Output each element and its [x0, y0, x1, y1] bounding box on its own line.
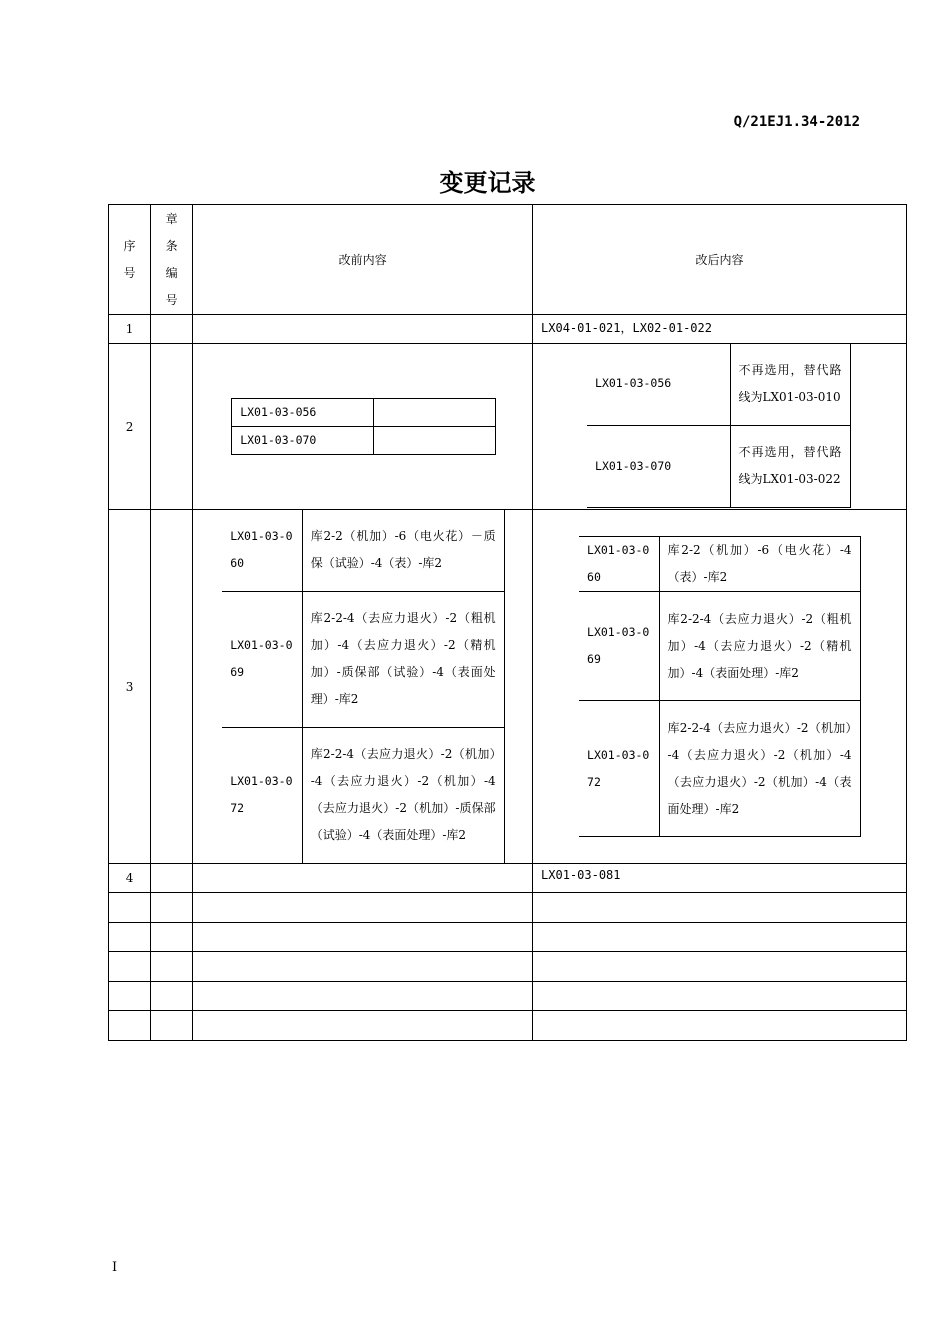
empty-row — [109, 893, 907, 923]
row-clause — [151, 344, 193, 510]
row-no: 2 — [109, 344, 151, 510]
row-after: LX01-03-081 — [533, 864, 907, 893]
row-before — [193, 315, 533, 344]
after-route-table — [587, 343, 851, 508]
row-no: 1 — [109, 315, 151, 344]
before-route-table — [222, 509, 505, 864]
row-clause — [151, 315, 193, 344]
empty-row — [109, 952, 907, 982]
document-title: 变更记录 — [439, 169, 536, 197]
row-before — [193, 344, 533, 510]
route-code: LX01-03-056 — [587, 343, 730, 425]
table-row — [109, 344, 907, 510]
route-desc: 库2-2（机加）-6（电火花）-4（表）-库2 — [659, 537, 860, 592]
route-code: LX01-03-070 — [232, 427, 374, 455]
route-desc — [374, 427, 496, 455]
row-no: 3 — [109, 510, 151, 864]
empty-row — [109, 923, 907, 952]
change-record-table — [108, 204, 907, 1041]
table-row — [109, 864, 907, 893]
row-before — [193, 510, 533, 864]
table-row — [109, 510, 907, 864]
header-no: 序号 — [109, 205, 151, 315]
after-route-table — [579, 536, 861, 837]
row-clause — [151, 864, 193, 893]
row-after — [533, 344, 907, 510]
row-after — [533, 510, 907, 864]
header-before: 改前内容 — [193, 205, 533, 315]
empty-row — [109, 982, 907, 1011]
table-row — [109, 315, 907, 344]
route-code: LX01-03-069 — [579, 592, 659, 701]
route-code: LX01-03-072 — [579, 701, 659, 837]
route-desc — [374, 399, 496, 427]
route-desc: 库2-2（机加）-6（电火花）－质保（试验）-4（表）-库2 — [302, 509, 504, 591]
route-code: LX01-03-060 — [579, 537, 659, 592]
header-row — [109, 205, 907, 315]
route-desc: 库2-2-4（去应力退火）-2（机加）-4（去应力退火）-2（机加）-4（去应力退火）-2（机加）-4（表面处理）-库2 — [659, 701, 860, 837]
standard-code: Q/21EJ1.34-2012 — [733, 114, 860, 130]
header-after: 改后内容 — [533, 205, 907, 315]
empty-row — [109, 1011, 907, 1041]
route-code: LX01-03-056 — [232, 399, 374, 427]
row-no: 4 — [109, 864, 151, 893]
header-clause: 章条编号 — [151, 205, 193, 315]
route-code: LX01-03-069 — [222, 591, 302, 727]
before-route-table — [231, 398, 496, 455]
route-code: LX01-03-070 — [587, 425, 730, 507]
page-number: I — [112, 1260, 118, 1275]
row-before — [193, 864, 533, 893]
row-clause — [151, 510, 193, 864]
route-code: LX01-03-060 — [222, 509, 302, 591]
route-code: LX01-03-072 — [222, 727, 302, 863]
route-desc: 库2-2-4（去应力退火）-2（粗机加）-4（去应力退火）-2（精机加）-4（表面处理）-库2 — [659, 592, 860, 701]
row-after: LX04-01-021，LX02-01-022 — [533, 315, 907, 344]
route-desc: 不再选用，替代路线为LX01-03-010 — [730, 343, 850, 425]
route-desc: 库2-2-4（去应力退火）-2（机加）-4（去应力退火）-2（机加）-4（去应力退火）-2（机加）-质保部（试验）-4（表面处理）-库2 — [302, 727, 504, 863]
route-desc: 库2-2-4（去应力退火）-2（粗机加）-4（去应力退火）-2（精机加）-质保部（试验）-4（表面处理）-库2 — [302, 591, 504, 727]
route-desc: 不再选用，替代路线为LX01-03-022 — [730, 425, 850, 507]
